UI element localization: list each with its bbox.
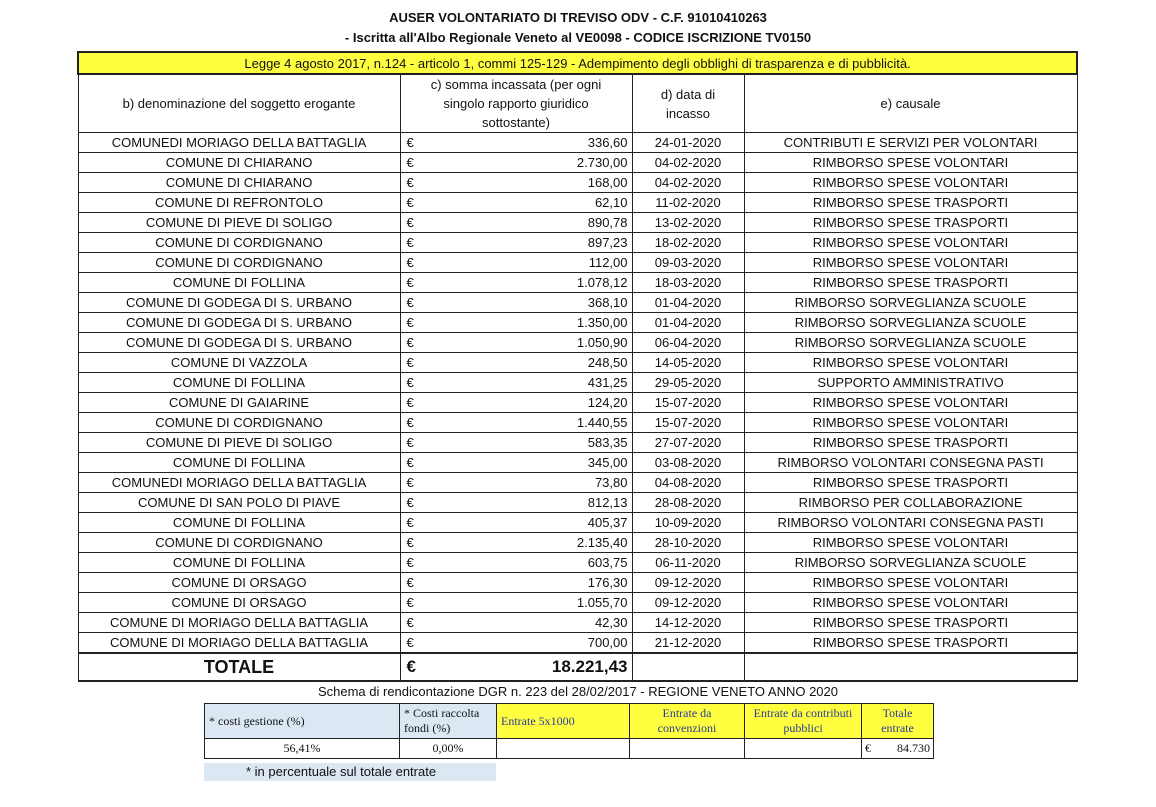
amount-cell: 405,37 (422, 513, 632, 533)
table-row (78, 153, 1077, 173)
date-cell: 06-11-2020 (632, 553, 744, 573)
schema-header-convenzioni: Entrate da convenzioni (630, 704, 745, 739)
table-row (78, 333, 1077, 353)
date-cell: 10-09-2020 (632, 513, 744, 533)
date-cell: 03-08-2020 (632, 453, 744, 473)
table-row (78, 533, 1077, 553)
reason-cell: RIMBORSO SPESE TRASPORTI (744, 473, 1077, 493)
currency-cell: € (400, 153, 422, 173)
donor-cell: COMUNE DI PIEVE DI SOLIGO (78, 433, 400, 453)
date-cell: 06-04-2020 (632, 333, 744, 353)
schema-header-costi-raccolta: * Costi raccolta fondi (%) (400, 704, 497, 739)
reason-cell: RIMBORSO SORVEGLIANZA SCUOLE (744, 293, 1077, 313)
total-empty-date (632, 653, 744, 681)
date-cell: 24-01-2020 (632, 133, 744, 153)
date-cell: 14-12-2020 (632, 613, 744, 633)
reason-cell: RIMBORSO SPESE TRASPORTI (744, 433, 1077, 453)
amount-cell: 431,25 (422, 373, 632, 393)
table-row (78, 493, 1077, 513)
donor-cell: COMUNE DI MORIAGO DELLA BATTAGLIA (78, 633, 400, 654)
table-row (78, 573, 1077, 593)
table-row (78, 433, 1077, 453)
currency-cell: € (400, 193, 422, 213)
reason-cell: RIMBORSO SPESE VOLONTARI (744, 253, 1077, 273)
law-banner-row (78, 52, 1077, 74)
table-row (78, 313, 1077, 333)
currency-cell: € (400, 613, 422, 633)
costi-gestione-value: 56,41% (205, 739, 400, 759)
table-row (78, 293, 1077, 313)
date-cell: 09-12-2020 (632, 573, 744, 593)
amount-cell: 124,20 (422, 393, 632, 413)
donor-cell: COMUNEDI MORIAGO DELLA BATTAGLIA (78, 133, 400, 153)
schema-header-contributi-pubblici: Entrate da contributi pubblici (745, 704, 862, 739)
reason-cell: RIMBORSO SORVEGLIANZA SCUOLE (744, 313, 1077, 333)
currency-cell: € (400, 633, 422, 654)
contributions-table (77, 51, 1078, 682)
amount-cell: 1.050,90 (422, 333, 632, 353)
table-row (78, 373, 1077, 393)
entrate-convenzioni-value (630, 739, 745, 759)
date-cell: 29-05-2020 (632, 373, 744, 393)
currency-cell: € (400, 593, 422, 613)
column-header-reason: e) causale (744, 74, 1077, 133)
amount-cell: 603,75 (422, 553, 632, 573)
donor-cell: COMUNE DI FOLLINA (78, 373, 400, 393)
amount-cell: 2.730,00 (422, 153, 632, 173)
amount-cell: 176,30 (422, 573, 632, 593)
currency-cell: € (400, 313, 422, 333)
column-header-date: d) data di incasso (632, 74, 744, 133)
column-header-amount: c) somma incassata (per ogni singolo rapporto giuridico sottostante) (400, 74, 632, 133)
reason-cell: RIMBORSO SPESE VOLONTARI (744, 233, 1077, 253)
currency-cell: € (400, 173, 422, 193)
law-banner: Legge 4 agosto 2017, n.124 - articolo 1, commi 125-129 - Adempimento degli obblighi di trasparenza e di pubblicità. (78, 52, 1077, 74)
donor-cell: COMUNE DI VAZZOLA (78, 353, 400, 373)
reason-cell: RIMBORSO SPESE VOLONTARI (744, 413, 1077, 433)
donor-cell: COMUNE DI ORSAGO (78, 593, 400, 613)
table-row (78, 413, 1077, 433)
schema-values-row (205, 739, 934, 759)
reason-cell: RIMBORSO SPESE TRASPORTI (744, 273, 1077, 293)
amount-cell: 1.440,55 (422, 413, 632, 433)
table-row (78, 553, 1077, 573)
date-cell: 04-08-2020 (632, 473, 744, 493)
date-cell: 11-02-2020 (632, 193, 744, 213)
currency-cell: € (400, 233, 422, 253)
amount-cell: 345,00 (422, 453, 632, 473)
currency-cell: € (400, 253, 422, 273)
reason-cell: RIMBORSO PER COLLABORAZIONE (744, 493, 1077, 513)
date-cell: 13-02-2020 (632, 213, 744, 233)
totale-entrate-value (862, 739, 934, 759)
table-row (78, 393, 1077, 413)
donor-cell: COMUNE DI CHIARANO (78, 153, 400, 173)
reason-cell: SUPPORTO AMMINISTRATIVO (744, 373, 1077, 393)
totale-entrate-amount: 84.730 (897, 741, 930, 755)
amount-cell: 42,30 (422, 613, 632, 633)
table-row (78, 273, 1077, 293)
footnote: * in percentuale sul totale entrate (204, 763, 496, 781)
reason-cell: RIMBORSO SPESE TRASPORTI (744, 213, 1077, 233)
currency-cell: € (400, 373, 422, 393)
date-cell: 28-08-2020 (632, 493, 744, 513)
donor-cell: COMUNE DI CORDIGNANO (78, 233, 400, 253)
schema-header-row (205, 704, 934, 739)
table-row (78, 213, 1077, 233)
donor-cell: COMUNE DI REFRONTOLO (78, 193, 400, 213)
currency-cell: € (400, 333, 422, 353)
reason-cell: RIMBORSO SPESE VOLONTARI (744, 153, 1077, 173)
total-amount: 18.221,43 (422, 653, 632, 681)
date-cell: 15-07-2020 (632, 393, 744, 413)
table-row (78, 353, 1077, 373)
donor-cell: COMUNEDI MORIAGO DELLA BATTAGLIA (78, 473, 400, 493)
amount-cell: 897,23 (422, 233, 632, 253)
schema-table (204, 703, 934, 759)
date-cell: 21-12-2020 (632, 633, 744, 654)
date-cell: 27-07-2020 (632, 433, 744, 453)
date-cell: 18-03-2020 (632, 273, 744, 293)
reason-cell: RIMBORSO SPESE TRASPORTI (744, 633, 1077, 654)
amount-cell: 2.135,40 (422, 533, 632, 553)
currency-cell: € (400, 133, 422, 153)
reason-cell: RIMBORSO SPESE VOLONTARI (744, 173, 1077, 193)
currency-cell: € (400, 453, 422, 473)
table-row (78, 593, 1077, 613)
currency-cell: € (400, 413, 422, 433)
reason-cell: RIMBORSO VOLONTARI CONSEGNA PASTI (744, 513, 1077, 533)
date-cell: 04-02-2020 (632, 173, 744, 193)
schema-header-costi-gestione: * costi gestione (%) (205, 704, 400, 739)
total-row (78, 653, 1077, 681)
date-cell: 18-02-2020 (632, 233, 744, 253)
currency-cell: € (400, 553, 422, 573)
amount-cell: 700,00 (422, 633, 632, 654)
reason-cell: RIMBORSO VOLONTARI CONSEGNA PASTI (744, 453, 1077, 473)
reason-cell: RIMBORSO SPESE VOLONTARI (744, 573, 1077, 593)
donor-cell: COMUNE DI FOLLINA (78, 513, 400, 533)
schema-header-totale: Totale entrate (862, 704, 934, 739)
amount-cell: 336,60 (422, 133, 632, 153)
currency-cell: € (400, 493, 422, 513)
amount-cell: 1.055,70 (422, 593, 632, 613)
table-row (78, 473, 1077, 493)
amount-cell: 583,35 (422, 433, 632, 453)
amount-cell: 1.350,00 (422, 313, 632, 333)
total-currency: € (400, 653, 422, 681)
amount-cell: 62,10 (422, 193, 632, 213)
currency-cell: € (400, 213, 422, 233)
entrate-5x1000-value (497, 739, 630, 759)
table-row (78, 633, 1077, 654)
reason-cell: RIMBORSO SORVEGLIANZA SCUOLE (744, 553, 1077, 573)
entrate-contributi-value (745, 739, 862, 759)
donor-cell: COMUNE DI CORDIGNANO (78, 533, 400, 553)
document-subtitle: - Iscritta all'Albo Regionale Veneto al VE0098 - CODICE ISCRIZIONE TV0150 (344, 30, 812, 45)
date-cell: 15-07-2020 (632, 413, 744, 433)
amount-cell: 890,78 (422, 213, 632, 233)
date-cell: 04-02-2020 (632, 153, 744, 173)
donor-cell: COMUNE DI GODEGA DI S. URBANO (78, 313, 400, 333)
currency-cell: € (400, 573, 422, 593)
donor-cell: COMUNE DI GODEGA DI S. URBANO (78, 333, 400, 353)
table-row (78, 613, 1077, 633)
total-label: TOTALE (78, 653, 400, 681)
reason-cell: RIMBORSO SPESE VOLONTARI (744, 393, 1077, 413)
reason-cell: RIMBORSO SORVEGLIANZA SCUOLE (744, 333, 1077, 353)
document-title: AUSER VOLONTARIATO DI TREVISO ODV - C.F. 91010410263 (389, 10, 767, 25)
currency-cell: € (400, 293, 422, 313)
date-cell: 01-04-2020 (632, 293, 744, 313)
table-row (78, 453, 1077, 473)
donor-cell: COMUNE DI FOLLINA (78, 273, 400, 293)
amount-cell: 73,80 (422, 473, 632, 493)
reason-cell: RIMBORSO SPESE VOLONTARI (744, 353, 1077, 373)
date-cell: 14-05-2020 (632, 353, 744, 373)
table-row (78, 233, 1077, 253)
currency-cell: € (400, 433, 422, 453)
table-row (78, 173, 1077, 193)
currency-cell: € (400, 273, 422, 293)
currency-cell: € (400, 473, 422, 493)
date-cell: 28-10-2020 (632, 533, 744, 553)
donor-cell: COMUNE DI MORIAGO DELLA BATTAGLIA (78, 613, 400, 633)
amount-cell: 1.078,12 (422, 273, 632, 293)
donor-cell: COMUNE DI CORDIGNANO (78, 413, 400, 433)
amount-cell: 812,13 (422, 493, 632, 513)
reason-cell: CONTRIBUTI E SERVIZI PER VOLONTARI (744, 133, 1077, 153)
currency-cell: € (400, 353, 422, 373)
table-row (78, 133, 1077, 153)
reason-cell: RIMBORSO SPESE TRASPORTI (744, 613, 1077, 633)
table-row (78, 193, 1077, 213)
table-row (78, 513, 1077, 533)
currency-cell: € (400, 513, 422, 533)
schema-title: Schema di rendicontazione DGR n. 223 del 28/02/2017 - REGIONE VENETO ANNO 2020 (317, 684, 839, 699)
table-row (78, 253, 1077, 273)
costi-raccolta-value: 0,00% (400, 739, 497, 759)
amount-cell: 112,00 (422, 253, 632, 273)
currency-cell: € (400, 393, 422, 413)
donor-cell: COMUNE DI ORSAGO (78, 573, 400, 593)
donor-cell: COMUNE DI CHIARANO (78, 173, 400, 193)
date-cell: 09-12-2020 (632, 593, 744, 613)
donor-cell: COMUNE DI CORDIGNANO (78, 253, 400, 273)
schema-header-5x1000: Entrate 5x1000 (497, 704, 630, 739)
amount-cell: 168,00 (422, 173, 632, 193)
reason-cell: RIMBORSO SPESE VOLONTARI (744, 533, 1077, 553)
date-cell: 09-03-2020 (632, 253, 744, 273)
column-header-donor: b) denominazione del soggetto erogante (78, 74, 400, 133)
totale-entrate-currency: € (865, 741, 871, 755)
donor-cell: COMUNE DI PIEVE DI SOLIGO (78, 213, 400, 233)
donor-cell: COMUNE DI GAIARINE (78, 393, 400, 413)
date-cell: 01-04-2020 (632, 313, 744, 333)
header-row (78, 74, 1077, 133)
amount-cell: 248,50 (422, 353, 632, 373)
donor-cell: COMUNE DI FOLLINA (78, 453, 400, 473)
reason-cell: RIMBORSO SPESE VOLONTARI (744, 593, 1077, 613)
total-empty-reason (744, 653, 1077, 681)
donor-cell: COMUNE DI GODEGA DI S. URBANO (78, 293, 400, 313)
currency-cell: € (400, 533, 422, 553)
reason-cell: RIMBORSO SPESE TRASPORTI (744, 193, 1077, 213)
donor-cell: COMUNE DI SAN POLO DI PIAVE (78, 493, 400, 513)
donor-cell: COMUNE DI FOLLINA (78, 553, 400, 573)
amount-cell: 368,10 (422, 293, 632, 313)
